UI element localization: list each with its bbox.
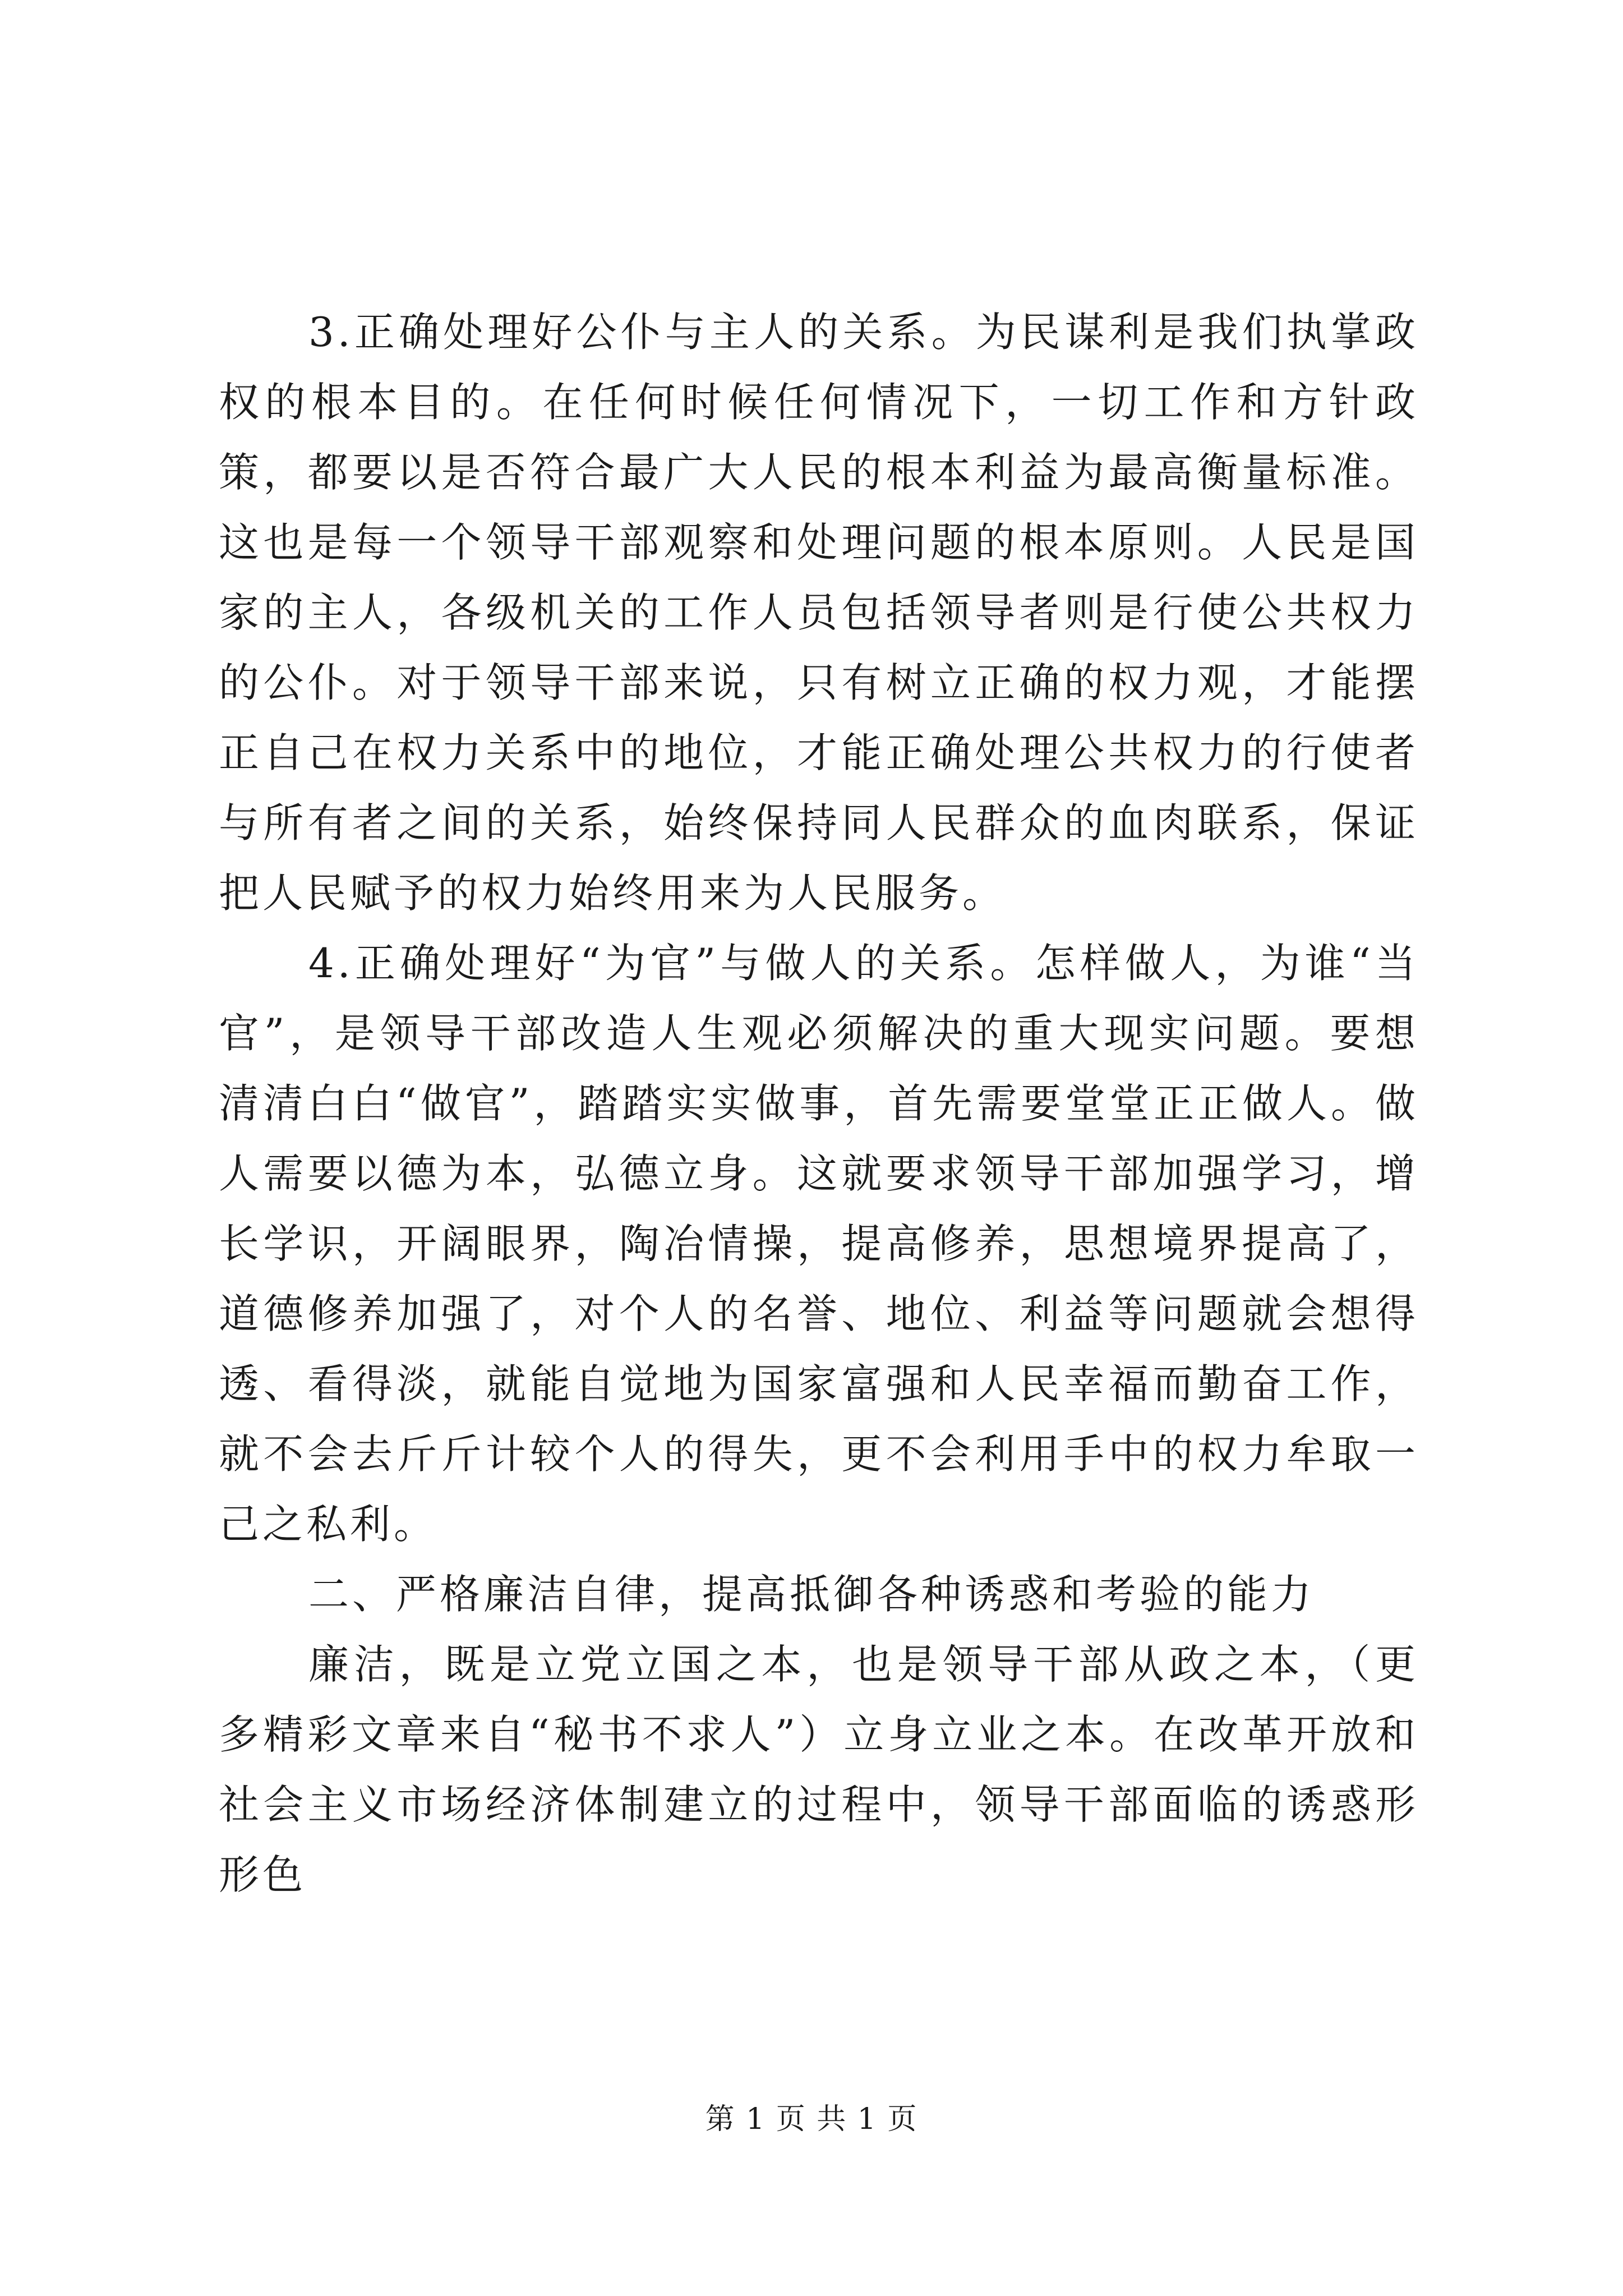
paragraph-integrity: 廉洁，既是立党立国之本，也是领导干部从政之本，（更多精彩文章来自“秘书不求人”）立身立业之本。在改革开放和社会主义市场经济体制建立的过程中，领导干部面临的诱惑形形色 [219, 1641, 1419, 1898]
page-number-footer: 第 1 页 共 1 页 [705, 2102, 918, 2136]
paragraph-3: 3.正确处理好公仆与主人的关系。为民谋利是我们执掌政权的根本目的。在任何时候任何情况下，一切工作和方针政策，都要以是否符合最广大人民的根本利益为最高衡量标准。这也是每一个领导干部观察和处理问题的根本原则。人民是国家的主人，各级机关的工作人员包括领导者则是行使公共权力的公仆。对于领导干部来说，只有树立正确的权力观，才能摆正自己在权力关系中的地位，才能正确处理公共权力的行使者与所有者之间的关系，始终保持同人民群众的血肉联系，保证把人民赋予的权力始终用来为人民服务。 [219, 309, 1419, 917]
paragraph-4: 4.正确处理好“为官”与做人的关系。怎样做人，为谁“当官”，是领导干部改造人生观必须解决的重大现实问题。要想清清白白“做官”，踏踏实实做事，首先需要堂堂正正做人。做人需要以德为本，弘德立身。这就要求领导干部加强学习，增长学识，开阔眼界，陶冶情操，提高修养，思想境界提高了，道德修养加强了，对个人的名誉、地位、利益等问题就会想得透、看得淡，就能自觉地为国家富强和人民幸福而勤奋工作，就不会去斤斤计较个人的得失，更不会利用手中的权力牟取一己之私利。 [219, 940, 1419, 1548]
document-body [219, 297, 1419, 1910]
section-heading: 二、严格廉洁自律，提高抵御各种诱惑和考验的能力 [308, 1571, 1315, 1618]
